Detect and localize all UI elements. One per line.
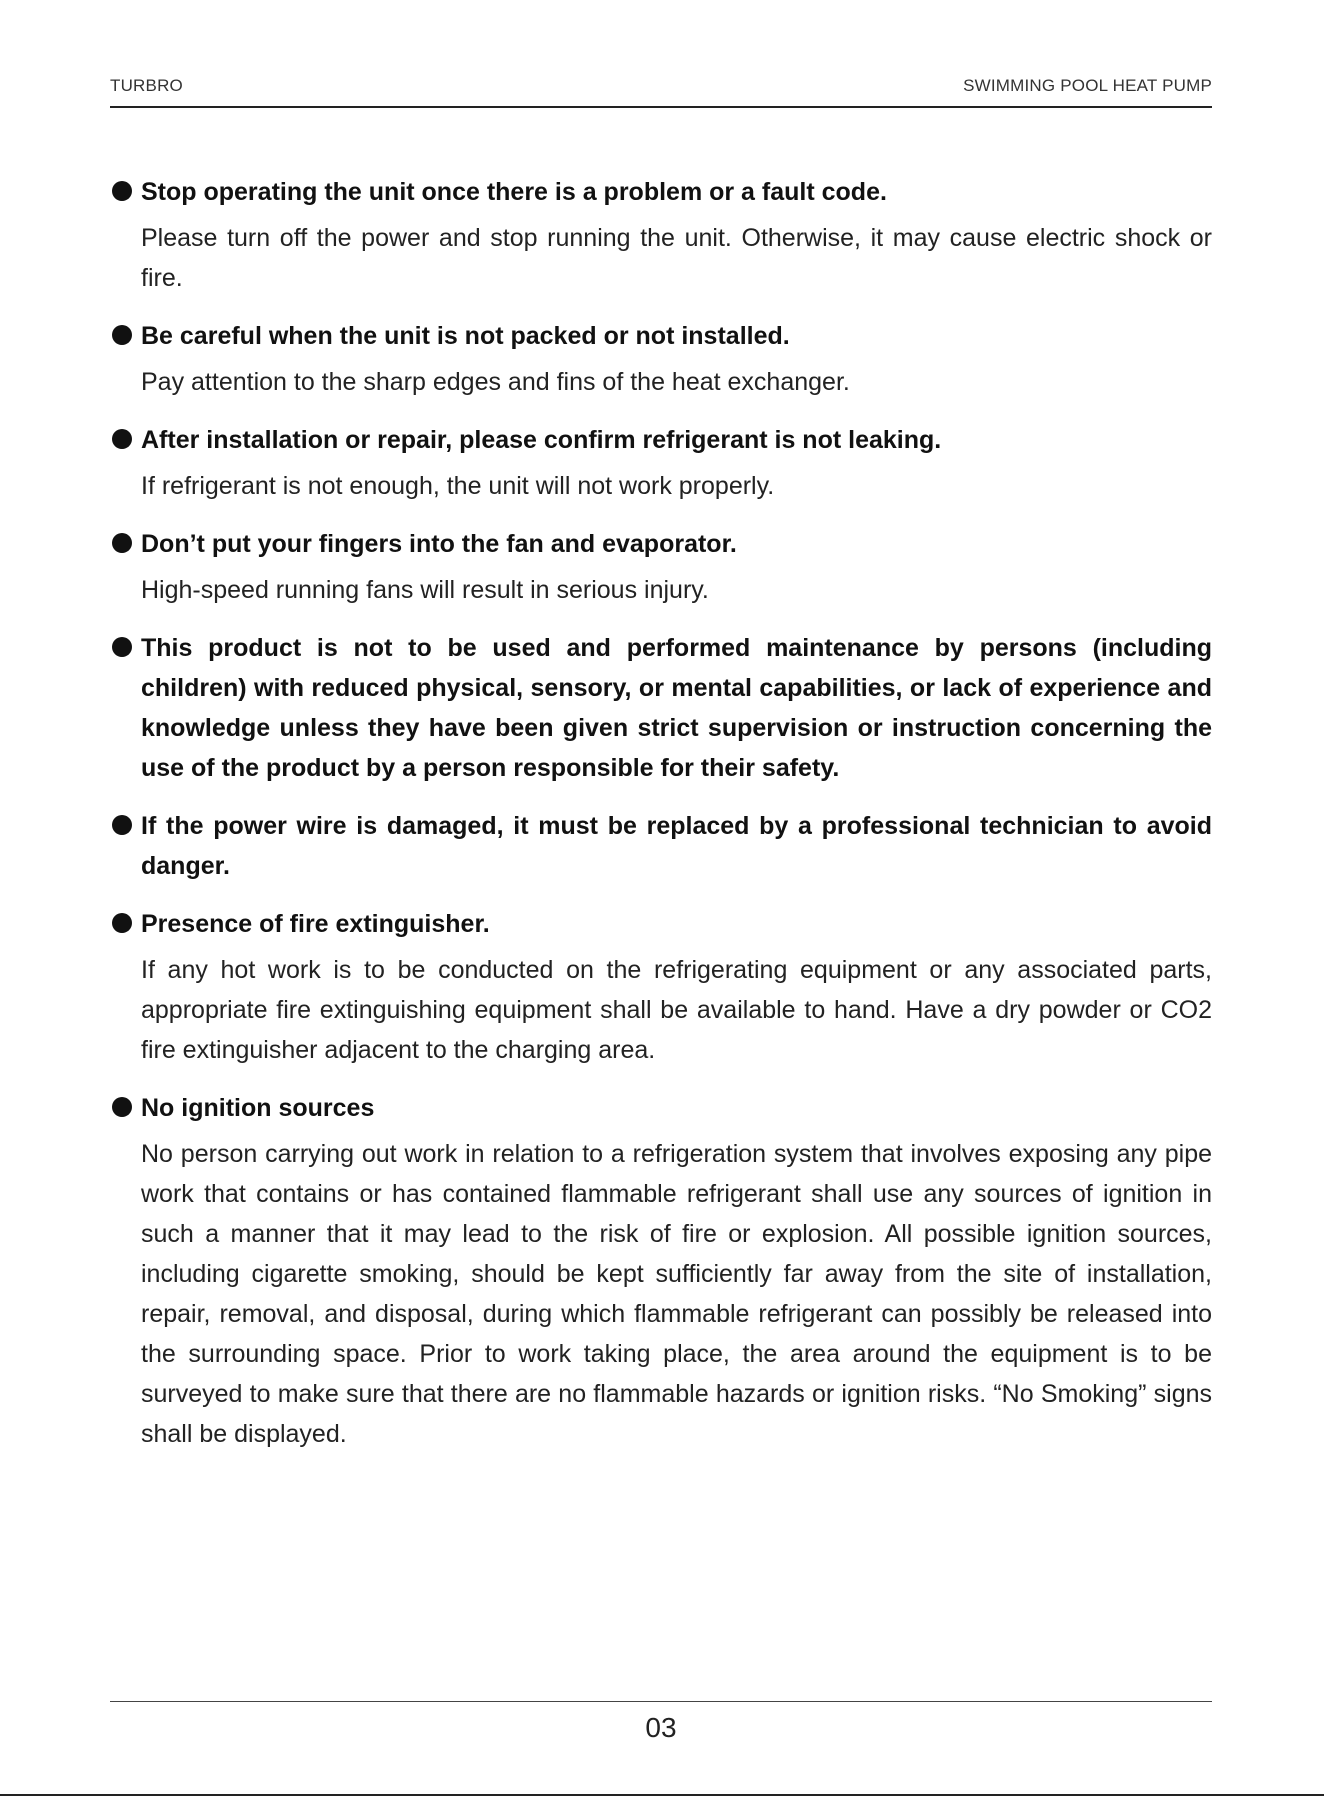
page-number: 03	[645, 1712, 677, 1743]
safety-item-text: If refrigerant is not enough, the unit will not work properly.	[141, 472, 775, 500]
safety-item-text: Pay attention to the sharp edges and fins of the heat exchanger.	[141, 368, 850, 396]
safety-item	[110, 806, 1212, 886]
safety-item-text: High-speed running fans will result in serious injury.	[141, 576, 709, 604]
safety-item-text: Please turn off the power and stop running the unit. Otherwise, it may cause electric shock or fire.	[141, 224, 1212, 292]
safety-item-text: No person carrying out work in relation to a refrigeration system that involves exposing any pipe work that contains or has contained flammable refrigerant shall use any sources of ignition in such a manner that it may lead to the risk of fire or explosion. All possible ignition sources, including cigarette smoking, should be kept sufficiently far away from the site of installation, repair, removal, and disposal, during which flammable refrigerant can possibly be released into the surrounding space. Prior to work taking place, the area around the equipment is to be surveyed to make sure that there are no flammable hazards or ignition risks. “No Smoking” signs shall be displayed.	[141, 1140, 1212, 1448]
safety-item	[110, 420, 1212, 506]
safety-item-title: Be careful when the unit is not packed or not installed.	[141, 322, 790, 350]
safety-item-title: After installation or repair, please confirm refrigerant is not leaking.	[141, 426, 942, 454]
safety-item	[110, 524, 1212, 610]
page-header	[110, 76, 1212, 108]
bullet-icon	[112, 1097, 132, 1117]
safety-item	[110, 904, 1212, 1070]
safety-item-title: If the power wire is damaged, it must be replaced by a professional technician to avoid danger.	[141, 812, 1212, 880]
bullet-icon	[112, 325, 132, 345]
brand-name: TURBRO	[110, 76, 183, 95]
safety-item	[110, 172, 1212, 298]
document-title: SWIMMING POOL HEAT PUMP	[963, 76, 1212, 95]
bullet-icon	[112, 533, 132, 553]
safety-item-title: No ignition sources	[141, 1094, 375, 1122]
safety-item-title: This product is not to be used and performed maintenance by persons (including children) with reduced physical, sensory, or mental capabilities, or lack of experience and knowledge unless they have been given strict supervision or instruction concerning the use of the product by a person responsible for their safety.	[141, 634, 1212, 782]
safety-item-title: Presence of fire extinguisher.	[141, 910, 490, 938]
safety-item	[110, 1088, 1212, 1454]
page-footer	[110, 1701, 1212, 1743]
bullet-icon	[112, 913, 132, 933]
bullet-icon	[112, 181, 132, 201]
safety-item-title: Don’t put your fingers into the fan and evaporator.	[141, 530, 737, 558]
bullet-icon	[112, 429, 132, 449]
safety-item	[110, 628, 1212, 788]
safety-content	[110, 172, 1212, 1472]
safety-item-text: If any hot work is to be conducted on the refrigerating equipment or any associated parts, appropriate fire extinguishing equipment shall be available to hand. Have a dry powder or CO2 fire extinguisher adjacent to the charging area.	[141, 956, 1212, 1064]
safety-item-title: Stop operating the unit once there is a problem or a fault code.	[141, 178, 887, 206]
bullet-icon	[112, 637, 132, 657]
bullet-icon	[112, 815, 132, 835]
safety-item	[110, 316, 1212, 402]
